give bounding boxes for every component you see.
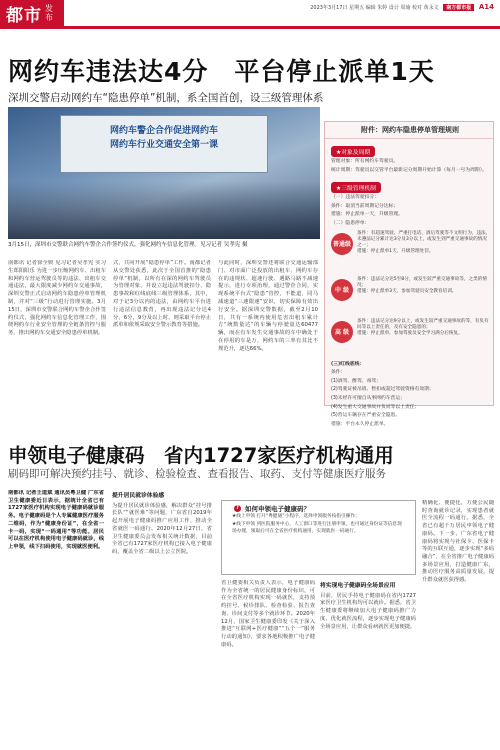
- sidebar-title: 附件：网约车隐患停单管理规则: [325, 122, 493, 139]
- howto-answer: ★线上申领 打开“粤健通”小程序，选择申领服务按指引操作；: [232, 514, 360, 519]
- sidebar-line: 管理对象：所有网约车驾驶员。: [331, 159, 399, 164]
- article2-col2-text: 为提升居民就诊体验感，解决群众“挂号排长队”“就医难”等问题，广东省自2019年起开展电子健康码推广应用工作，推动全省就医一码通行。2020年12月27日，省卫生健康委员会发布相关统计数据，目前全省已有1727家医疗机构已接入电子健康码，覆盖全省二级以上公立医院。: [112, 502, 212, 555]
- article1-col3: 与此同时，深圳交警还将联合交通运输部门、对市面广泛投放的出租车、网约车存在的违规状、超速行驶、遇路马路不减速提示，进行专项治理，通过警企合同，实现系统平台式“隐患”管控，不能道，同马减速道“三速限速”安识，切实保障有效出行安全。据深圳交警数据，截至2月10日，共有一系统内使用危害出租车累计方“统数量达”的车辆与停驶量达60477辆，而在有车发生交通事故的车中确处于在停用的车是万，网约车的三率有其比不规范升，逐达66%。: [218, 260, 318, 352]
- redline-title: (三)红线底线：: [331, 361, 365, 367]
- subhead-1: 深圳交警启动网约车“隐患停单”机制，系全国首创，设三级管理体系: [8, 92, 324, 104]
- article2-col4-text: 目前，居民手持电子健康码在省内1727家医疗卫生机构均可以就诊。据悉，省卫生健康委将继续加大电子健康码推广力度，优化就医流程，逐步实现电子健康码全场景应用，让群众看病就医更加便捷。: [320, 592, 416, 630]
- section-name: 都市: [6, 5, 42, 26]
- redline-item: (4)发生重大交通事故并负同等以上责任；: [331, 404, 420, 410]
- howto-question-text: 如何申领电子健康码？: [245, 505, 310, 513]
- tier-high-text: [357, 319, 491, 338]
- header-rule: [0, 26, 500, 29]
- redline-item: (3)未经许可擅自从事网约车营运；: [331, 395, 405, 401]
- article2-col1: 南都讯 记者王道斌 通讯员粤卫健 广东省卫生健康委近日表示，据统计全省已有1727家医疗机构实现电子健康码就诊服务。电子健康码是个人专属健康医疗服务二维码，作为“健康身份证”，在全省一卡一码，实现“一码通用”等功能。居民可以在医疗机构使用电子健康码就诊，线上申领，线下扫码使用，实现就医便利。: [8, 490, 104, 550]
- redline-item: (5)营运车辆存在严重安全隐患。: [331, 413, 401, 419]
- article2-col4: [320, 580, 416, 745]
- photo-screen: [60, 115, 268, 173]
- subhead-2: 刷码即可解决预约挂号、就诊、检验检查、查看报告、取药、支付等健康医疗服务: [8, 468, 386, 480]
- photo-screen-line-2: 网约车行业交通安全第一课: [109, 140, 218, 150]
- question-icon: ?: [234, 505, 241, 512]
- redline-item: (1)酒驾、醉驾、毒驾；: [331, 378, 381, 384]
- sidebar-box: [324, 121, 494, 427]
- sidebar-line: （一）违法驾驶扣分：: [331, 195, 379, 201]
- sidebar-line: 条件：取消当前周期记分达标；: [331, 203, 399, 209]
- article2-col2: [112, 490, 212, 745]
- photo-caption: 3月15日，深圳市交警联合网约车警企合作签约仪式，强化网约车信息化管理。见习记者 吴孝宪 摄: [8, 242, 248, 248]
- howto-answer: ★线下申领 到医院服务中心、人工窗口等进行注册申领，也可通过身份证等信息现场办理，领取后可在全省医疗机构通用，实现就医一码通行。: [232, 522, 402, 534]
- section-sub: 发布: [45, 4, 53, 22]
- sidebar-section-1: ★对象及周期: [331, 146, 375, 157]
- headline-1: 网约车违法达4分 平台停止派单1天: [8, 57, 435, 86]
- article1-col2: 式，共同开展“隐患停单”工作。南都记者从交警处获悉，此次于全国首推的“隐患停单”机制，以所有在深的网约车驾驶员为管理对象，并设立起违法驾驶扣分、隐患事故和红线底线三级管理体系，其中，对于记3分以内的违法，由网约车平台进行违法信息教育，再出现违法记分达4分，6分，9分及以上时，则采取平台停止派单和依规采取安全警示教育等措施。: [113, 260, 211, 329]
- tier-normal-text: [357, 231, 491, 256]
- photo-screen-line-1: 网约车警企合作促进网约车: [109, 126, 218, 136]
- article1-col1: 南都讯 记者徐全媛 见习记者吴孝宪 实习生郑阳阳乐 为进一步压缩网约车、出租车和网约车营运驾驶员等的违法、出租车交通违法，最大限度减少网约车交通事故，深圳交警正式启动网约车隐患停单管理机制，并对“三级”行动进行管理实施。3月15日，深圳市交警联合网约车警企合作签约仪式，强化网约车信息化管理工作，围绕网约车行业安全管理的全链条管控与服务，推出网约车交通安全隐患停单机制。: [8, 260, 106, 337]
- header-info: [310, 3, 494, 11]
- tier-badge-medium: 中 级: [331, 279, 353, 301]
- date-line: 2023年3月17日 星期五 编辑 朱婷 设计 周瑜 校对 黄永文: [310, 5, 439, 11]
- tier-badge-high: 高 级: [331, 321, 353, 343]
- redline-item: 措施：平台永久停止派单。: [331, 421, 389, 427]
- sidebar-line: 统计周期：驾驶员以交管平台最新记分周期开始计算（每月一号为周期）。: [331, 167, 487, 173]
- page-number: A14: [478, 3, 494, 11]
- tier-action: 措施：停止派单1天，升级管理处罚。: [357, 249, 434, 255]
- tier-condition: 条件：违法记分达9分以上，或发生较严重交通事故的等，有负有同等以上责任的，及有安全隐患的；: [357, 318, 489, 330]
- tier-action: 措施：停止派单，参加驾驶员安全学习满分后恢复。: [357, 331, 463, 337]
- article2-col3: 省卫健委相关负责人表示，电子健康码作为全省统一的居民健康身份标识，可在全省医疗机构实现一码就医，支持预约挂号、候诊排队、检查检验、报告查询、诊间支付等多个就诊环节。2020年12月，国家卫生健康委印发《关于深入推进“互联网+医疗健康”“五个一”服务行动的通知》，要求各地积极推广电子健康码。: [221, 580, 315, 648]
- tier-badge-normal: 普通级: [331, 233, 353, 255]
- redline-item: 条件：: [331, 370, 346, 376]
- howto-question: [222, 501, 415, 513]
- tier-condition: 条件：违法记分达5至8分，或发生较严重交通事故等，之类的情况；: [357, 276, 487, 288]
- tier-condition: 条件：有超速驾驶、严重打电话、酒后驾驶等不文明行为，违法、未遵法记分累计达3分及3分以上，或发生到严重交通事故的情况之一；: [357, 230, 491, 249]
- sidebar-line: 措施：停止派单一天，升级管理。: [331, 212, 403, 218]
- news-photo: [8, 107, 320, 239]
- sidebar-section-2: ★三级管理机制: [331, 182, 381, 193]
- page-header: [0, 0, 500, 26]
- article2-col5: 精确化、便捷化，方便公民随时查询就诊记录，实现患者就医全流程一码通行。据悉，全省已有超千万居民申领电子健康码。下一步，广东省电子健康码将实现与社保卡、医保卡等的互联互通，逐步实现“多码融合”，在全省推广电子健康码多场景应用，打造健康广东，推动医疗服务高质量发展，提升群众就医获得感。: [422, 500, 494, 584]
- tier-action: 措施：停止派单3天，参加驾驶员安全教育培训。: [357, 289, 457, 295]
- sidebar-line: （二）隐患停单：: [331, 220, 370, 226]
- paper-tag: 南方都市报: [443, 4, 474, 11]
- headline-2: 申领电子健康码 省内1727家医疗机构通用: [8, 444, 394, 467]
- section-brand: [0, 0, 64, 26]
- tier-list: [325, 229, 493, 361]
- article2-col4-heading: 将实现电子健康码全场景应用: [320, 583, 396, 589]
- article2-col2-heading: 提升居民就诊体验感: [112, 493, 165, 499]
- howto-box: [221, 500, 416, 575]
- photo-people: [8, 181, 320, 239]
- tier-medium-text: [357, 277, 491, 296]
- redline-item: (2)驾驶证被吊销、暂扣或超过驾驶资格有效期；: [331, 387, 434, 393]
